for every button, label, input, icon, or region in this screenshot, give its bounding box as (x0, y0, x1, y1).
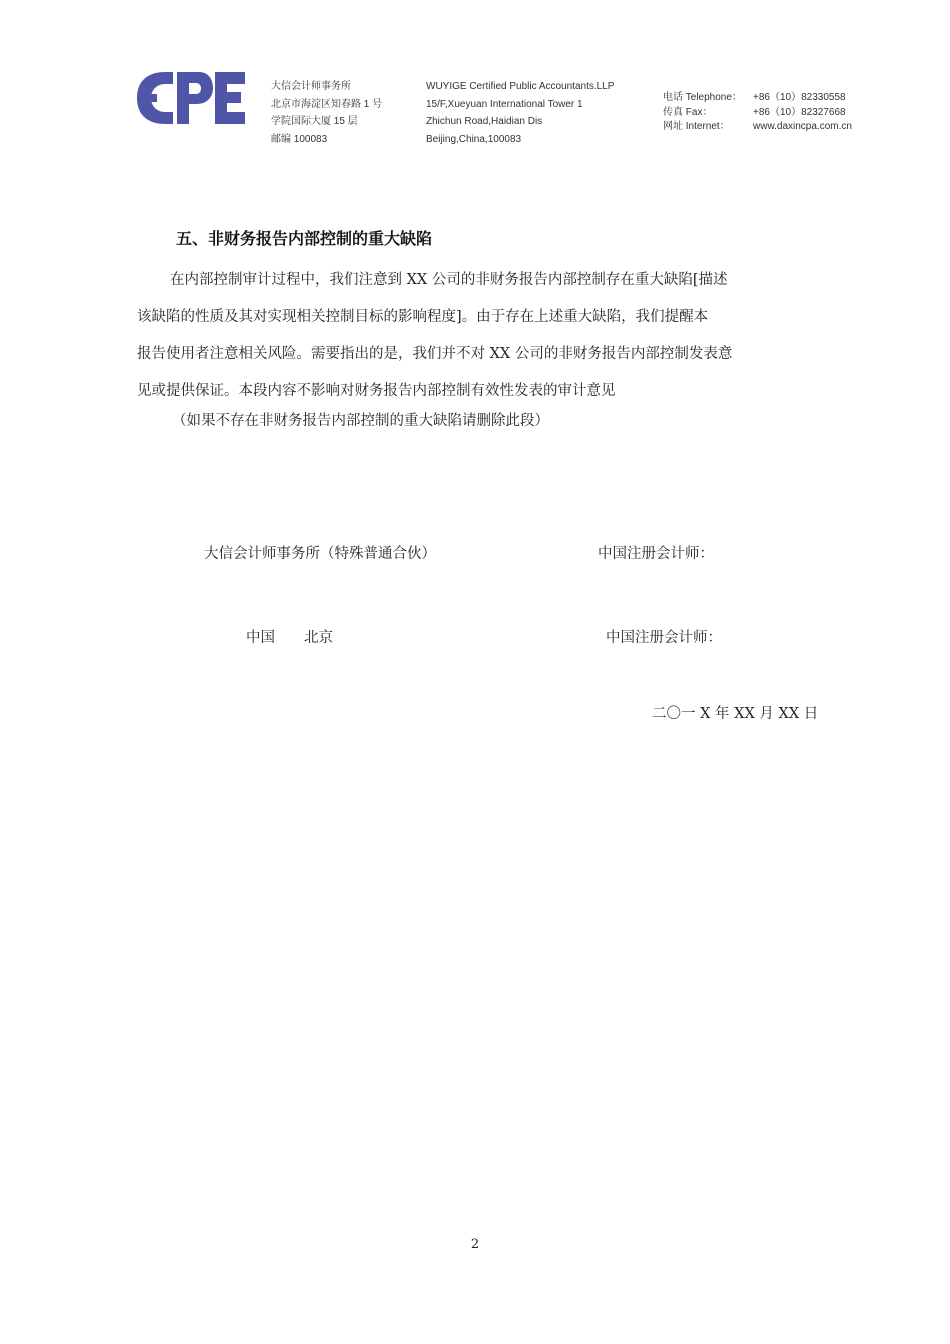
body-paragraph (137, 262, 817, 410)
paragraph-line: 在内部控制审计过程中，我们注意到 XX 公司的非财务报告内部控制存在重大缺陷[描述 (170, 272, 728, 288)
header-cn-address (271, 78, 382, 148)
contact-label: 电话 Telephone： (663, 92, 742, 103)
contact-internet (663, 120, 852, 135)
header-en-line: WUYIGE Certified Public Accountants.LLP (426, 81, 615, 92)
header-en-line: Zhichun Road,Haidian Dis (426, 116, 543, 127)
signature-cpa-2: 中国注册会计师： (606, 630, 722, 646)
signature-firm: 大信会计师事务所（特殊普通合伙） (204, 546, 436, 562)
contact-value: +86（10）82330558 (753, 92, 846, 103)
header-en-line: Beijing,China,100083 (426, 133, 522, 145)
paragraph-line: 该缺陷的性质及其对实现相关控制目标的影响程度]。由于存在上述重大缺陷，我们提醒本 (137, 309, 709, 325)
paragraph-line: 见或提供保证。本段内容不影响对财务报告内部控制有效性发表的审计意见 (137, 383, 616, 399)
section-title: 五、非财务报告内部控制的重大缺陷 (176, 229, 433, 248)
header-cn-line: 学院国际大厦 15 层 (271, 116, 358, 127)
header-cn-line: 北京市海淀区知春路 1 号 (271, 98, 383, 110)
header-en-address (426, 78, 614, 148)
contact-fax (663, 106, 852, 121)
page-number: 2 (470, 1237, 480, 1252)
signature-date: 二〇一 X 年 XX 月 XX 日 (652, 706, 819, 722)
header-cn-line: 大信会计师事务所 (271, 81, 351, 92)
header-cn-line: 邮编 100083 (271, 133, 328, 145)
contact-value: +86（10）82327668 (753, 106, 846, 118)
contact-label: 传真 Fax： (663, 106, 713, 118)
firm-logo (135, 70, 247, 126)
deletion-note: （如果不存在非财务报告内部控制的重大缺陷请删除此段） (172, 413, 549, 429)
contact-label: 网址 Internet： (663, 121, 730, 132)
contact-value: www.daxincpa.com.cn (753, 121, 852, 132)
paragraph-line: 报告使用者注意相关风险。需要指出的是，我们并不对 XX 公司的非财务报告内部控制发表意 (137, 346, 733, 362)
header-en-line: 15/F,Xueyuan International Tower 1 (426, 98, 583, 110)
header-contact (663, 91, 852, 135)
contact-telephone (663, 91, 852, 106)
signature-city: 中国 北京 (246, 630, 333, 646)
signature-cpa-1: 中国注册会计师： (598, 546, 714, 562)
